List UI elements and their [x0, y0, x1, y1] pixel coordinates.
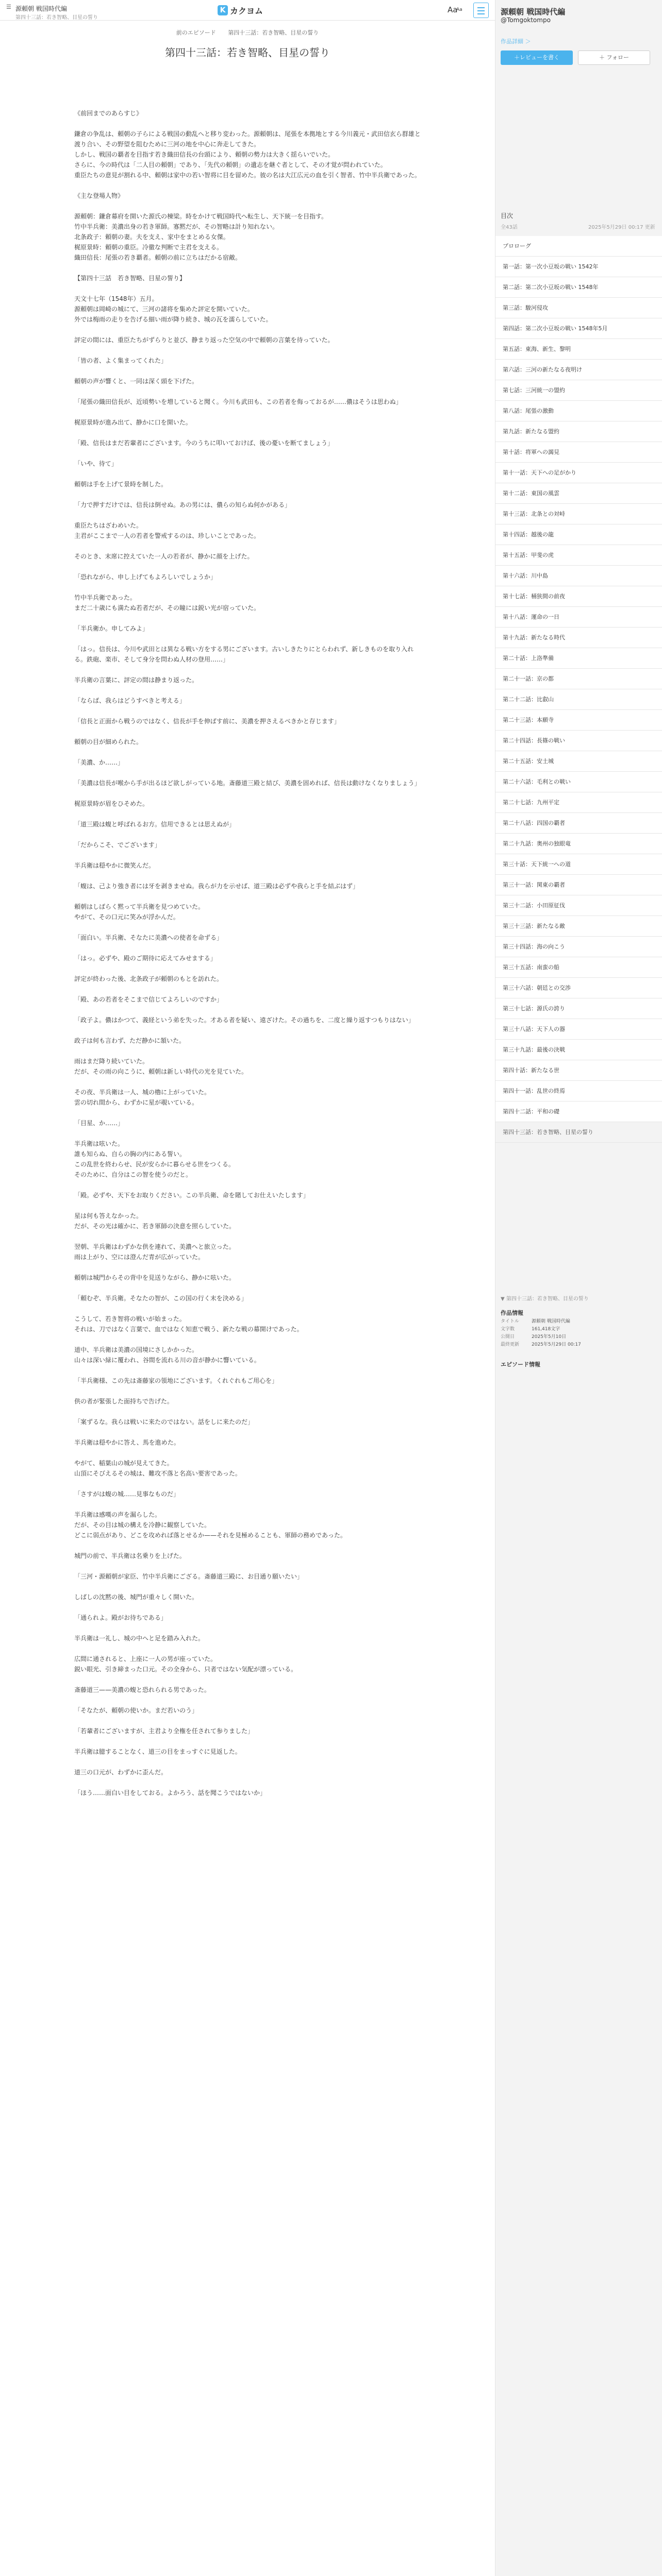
body-paragraph — [74, 1479, 421, 1489]
body-paragraph — [74, 263, 421, 273]
toc-item[interactable]: 第三十九話：最後の決戦 — [495, 1040, 662, 1060]
font-setting-small-icon: Aa — [456, 7, 462, 12]
body-paragraph: 竹中半兵衛であった。 — [74, 594, 136, 601]
body-paragraph: 「頼むぞ、半兵衛。そなたの智が、この国の行く末を決める」 — [74, 1295, 247, 1302]
prev-episode-link[interactable]: 前のエピソード — [176, 29, 216, 36]
body-paragraph: 半兵衛は感嘆の声を漏らした。 — [74, 1511, 161, 1518]
toc-item[interactable]: 第十九話：新たなる時代 — [495, 628, 662, 648]
work-info-value: 2025年5月10日 — [532, 1334, 567, 1340]
toc-item[interactable]: 第三十二話：小田原征伐 — [495, 895, 662, 916]
body-paragraph: 星は何も答えなかった。 — [74, 1212, 143, 1219]
toc-item[interactable]: 第二十八話：四国の覇者 — [495, 813, 662, 834]
sidebar-author[interactable]: @Tomgoktompo — [501, 16, 551, 24]
body-paragraph — [74, 829, 421, 840]
body-paragraph: 「政子よ。儂はかつて、義経という弟を失った。才ある者を疑い、遠ざけた。その過ちを、二度と繰り返すつもりはない」 — [74, 1016, 415, 1024]
toc-item[interactable]: 第一話：第一次小豆坂の戦い 1542年 — [495, 257, 662, 277]
body-paragraph: 政子は何も言わず、ただ静かに頷いた。 — [74, 1037, 186, 1044]
body-paragraph — [74, 1736, 421, 1747]
body-paragraph — [74, 1674, 421, 1685]
body-paragraph — [74, 582, 421, 592]
body-paragraph — [74, 448, 421, 459]
toc-item[interactable]: 第十六話：川中島 — [495, 566, 662, 586]
body-paragraph: やがて、稲葉山の城が見えてきた。 — [74, 1460, 173, 1467]
body-paragraph — [74, 1406, 421, 1417]
body-paragraph: 雨はまだ降り続いていた。 — [74, 1058, 149, 1065]
body-paragraph — [74, 407, 421, 417]
body-paragraph: この乱世を終わらせ、民が安らかに暮らせる世をつくる。 — [74, 1161, 235, 1168]
current-episode-crumb: 第四十三話：若き智略、目星の誓り — [228, 29, 319, 36]
body-paragraph — [74, 201, 421, 211]
body-paragraph: 「だからこそ、でございます」 — [74, 841, 161, 849]
body-paragraph: 「三河・源頼朝が家臣、竹中半兵衛にござる。斎藤道三殿に、お目通り願いたい」 — [74, 1573, 304, 1580]
body-paragraph: 山頂にそびえるその城は、難攻不落と名高い要害であった。 — [74, 1470, 241, 1477]
work-info-table — [501, 1318, 655, 1349]
follow-button[interactable]: ＋ フォロー — [578, 50, 650, 65]
body-paragraph — [74, 788, 421, 799]
body-paragraph — [74, 1386, 421, 1396]
toc-item[interactable]: 第四十二話：平和の礎 — [495, 1101, 662, 1122]
body-paragraph: 頼朝は手を上げて景時を制した。 — [74, 481, 168, 488]
body-paragraph — [74, 665, 421, 675]
body-paragraph — [74, 1499, 421, 1510]
body-paragraph: 重臣たちはざわめいた。 — [74, 522, 143, 529]
toc-item[interactable]: 第十三話：北条との対峙 — [495, 504, 662, 524]
body-paragraph: だが、その目は城の構えを冷静に観察していた。 — [74, 1521, 211, 1529]
body-paragraph — [74, 1757, 421, 1767]
body-paragraph: 「面白い。半兵衛、そなたに美濃への使者を命ずる」 — [74, 934, 223, 941]
body-paragraph: 評定が終わった後、北条政子が頼朝のもとを訪れた。 — [74, 975, 223, 982]
body-paragraph: 雨は上がり、空には澄んだ青が広がっていた。 — [74, 1253, 205, 1261]
toc-item[interactable]: 第十五話：甲斐の虎 — [495, 545, 662, 566]
body-paragraph: 翌朝、半兵衛はわずかな供を連れて、美濃へと旅立った。 — [74, 1243, 235, 1250]
body-paragraph: 「そなたが、頼朝の使いか。まだ若いのう」 — [74, 1707, 198, 1714]
toc-menu-button[interactable] — [473, 3, 489, 18]
body-paragraph — [74, 345, 421, 355]
body-paragraph: 「いや、待て」 — [74, 460, 118, 467]
body-paragraph — [74, 428, 421, 438]
body-paragraph: 「尾張の織田信長が、近頃勢いを増していると聞く。今川も武田も、この若者を侮っておるが……儂はそうは思わぬ」 — [74, 398, 402, 405]
work-info-heading: 作品情報 — [501, 1310, 523, 1316]
body-paragraph: 頼朝はしばらく黙って半兵衛を見つめていた。 — [74, 903, 205, 910]
toc-item[interactable]: 第三十七話：源氏の誇り — [495, 998, 662, 1019]
toc-item[interactable]: 第二十七話：九州平定 — [495, 792, 662, 813]
body-paragraph: 梶原景時：頼朝の重臣。冷徹な判断で主君を支える。 — [74, 244, 223, 251]
toc-item[interactable]: 第二十四話：長篠の戦い — [495, 731, 662, 751]
body-paragraph: 「殿、あの若者をそこまで信じてよろしいのですか」 — [74, 996, 223, 1003]
toc-item[interactable]: 第二十五話：安土城 — [495, 751, 662, 772]
work-info-value: 161,418文字 — [532, 1327, 560, 1332]
body-paragraph: 半兵衛は臆することなく、道三の目をまっすぐに見返した。 — [74, 1748, 241, 1755]
body-paragraph: 「はっ。必ずや、殿のご期待に応えてみせまする」 — [74, 955, 217, 962]
body-paragraph — [74, 1283, 421, 1293]
body-paragraph — [74, 1561, 421, 1571]
body-paragraph: 評定の間には、重臣たちがずらりと並び、静まり返った空気の中で頼朝の言葉を待っていた。 — [74, 336, 334, 344]
toc-item[interactable]: 第二話：第二次小豆坂の戦い 1548年 — [495, 277, 662, 298]
toc-item[interactable]: 第十一話：天下への足がかり — [495, 463, 662, 483]
toc-current-note: ▼ 第四十三話：若き智略、目星の誓り — [501, 1296, 589, 1302]
body-paragraph — [74, 510, 421, 520]
body-paragraph: 「ほう……面白い目をしておる。よかろう、話を聞こうではないか」 — [74, 1789, 267, 1797]
body-paragraph — [74, 325, 421, 335]
work-info-value: 源頼朝 戦国時代編 — [532, 1319, 570, 1324]
toc-item[interactable]: 第九話：新たなる盟約 — [495, 421, 662, 442]
toc-item[interactable]: 第三十八話：天下人の器 — [495, 1019, 662, 1040]
toc-item[interactable]: 第四話：第二次小豆坂の戦い 1548年5月 — [495, 318, 662, 339]
body-paragraph: その夜、半兵衛は一人、城の櫓に上がっていた。 — [74, 1089, 211, 1096]
toc-item[interactable]: 第十七話：桶狭間の前夜 — [495, 586, 662, 607]
body-paragraph: 供の者が緊張した面持ちで告げた。 — [74, 1398, 173, 1405]
body-paragraph — [74, 118, 421, 129]
write-review-button[interactable]: ＋レビューを書く — [501, 50, 573, 65]
body-paragraph — [74, 963, 421, 974]
body-paragraph: 源頼朝は岡崎の城にて、三河の諸将を集めた評定を開いていた。 — [74, 306, 254, 313]
toc-list — [495, 236, 662, 1143]
body-paragraph: 「若輩者にございますが、主君より全権を任されて参りました」 — [74, 1727, 254, 1735]
body-paragraph — [74, 922, 421, 933]
hamburger-line-icon — [477, 7, 485, 8]
header-book-title[interactable]: 源頼朝 戦国時代編 — [15, 5, 67, 12]
body-paragraph: やがて、その口元に笑みが浮かんだ。 — [74, 913, 179, 921]
body-paragraph: どこに弱点があり、どこを攻めれば落とせるか——それを見極めることも、軍師の務めであった。 — [74, 1532, 346, 1539]
body-paragraph — [74, 1716, 421, 1726]
work-info-row — [501, 1333, 655, 1341]
body-paragraph: 半兵衛は一礼し、城の中へと足を踏み入れた。 — [74, 1635, 205, 1642]
header — [0, 0, 495, 21]
body-paragraph — [74, 685, 421, 696]
sidebar — [495, 0, 662, 2576]
toc-item[interactable]: 第十四話：越後の龍 — [495, 524, 662, 545]
body-paragraph: しかし、戦国の覇者を目指す若き織田信長の台頭により、頼朝の勢力は大きく揺らいでいた。 — [74, 151, 335, 158]
body-paragraph: 頼朝の声が響くと、一同は深く頭を下げた。 — [74, 378, 198, 385]
body-paragraph — [74, 469, 421, 479]
body-paragraph: そのとき、末席に控えていた一人の若者が、静かに顔を上げた。 — [74, 553, 254, 560]
body-paragraph: 斎藤道三——美濃の蝮と恐れられる男であった。 — [74, 1686, 210, 1693]
body-paragraph — [74, 1077, 421, 1087]
body-paragraph: しばしの沈黙の後、城門が重々しく開いた。 — [74, 1594, 198, 1601]
body-paragraph — [74, 1365, 421, 1376]
body-paragraph — [74, 1334, 421, 1345]
episode-info-heading: エピソード情報 — [501, 1361, 540, 1368]
body-paragraph: 外では梅雨の走りを告げる細い雨が降り続き、城の瓦を濡らしていた。 — [74, 316, 272, 323]
toc-updated: 2025年5月29日 00:17 更新 — [588, 225, 655, 230]
toc-item[interactable]: 第二十九話：奥州の独眼竜 — [495, 834, 662, 854]
body-paragraph: まだ二十歳にも満たぬ若者だが、その瞳には鋭い光が宿っていた。 — [74, 604, 260, 612]
work-info-key: 文字数 — [501, 1327, 515, 1332]
body-paragraph: 「恐れながら、申し上げてもよろしいでしょうか」 — [74, 573, 217, 581]
body-paragraph — [74, 1540, 421, 1551]
body-paragraph — [74, 1005, 421, 1015]
body-paragraph — [74, 489, 421, 500]
body-paragraph: 鎌倉の争乱は、頼朝の子らによる戦国の動乱へと移り変わった。源頼朝は、尾張を本拠地とする今川義元・武田信玄ら群雄と渡り合い、その野望を阻むために三河の地を中心に奔走してきた。 — [74, 130, 421, 148]
toc-item[interactable]: 第三十四話：海の向こう — [495, 937, 662, 957]
body-paragraph: 頼朝は城門からその背中を見送りながら、静かに呟いた。 — [74, 1274, 236, 1281]
body-paragraph — [74, 283, 421, 294]
body-paragraph: 「ならば、我らはどうすべきと考える」 — [74, 697, 186, 704]
work-info-row — [501, 1326, 655, 1333]
body-paragraph — [74, 1262, 421, 1273]
body-paragraph — [74, 1623, 421, 1633]
body-paragraph — [74, 1582, 421, 1592]
body-paragraph — [74, 562, 421, 572]
body-paragraph: 道中、半兵衛は美濃の国境にさしかかった。 — [74, 1346, 198, 1353]
work-info-row — [501, 1318, 655, 1326]
body-paragraph — [74, 809, 421, 819]
body-paragraph: だが、その光は確かに、若き軍師の決意を照らしていた。 — [74, 1223, 236, 1230]
body-paragraph: 織田信長：尾張の若き覇者。頼朝の前に立ちはだかる宿敵。 — [74, 254, 242, 261]
body-paragraph — [74, 1695, 421, 1705]
body-paragraph: 「信長と正面から戦うのではなく、信長が手を伸ばす前に、美濃を押さえるべきかと存じます」 — [74, 718, 340, 725]
toc-item[interactable]: 第五話：東海、新生、黎明 — [495, 339, 662, 360]
logo-text: カクヨム — [230, 6, 263, 16]
toc-item[interactable]: 第十話：将軍への謁見 — [495, 442, 662, 463]
body-paragraph — [74, 1025, 421, 1036]
body-paragraph: 道三の口元が、わずかに歪んだ。 — [74, 1769, 168, 1776]
body-paragraph — [74, 1128, 421, 1139]
body-paragraph: 【第四十三話 若き智略、目星の誓り】 — [74, 275, 186, 282]
body-paragraph: 主君がここまで一人の若者を警戒するのは、珍しいことであった。 — [74, 532, 260, 539]
body-paragraph: 「殿、信長はまだ若輩者にございます。今のうちに叩いておけば、後の憂いを断てましょう」 — [74, 439, 334, 447]
body-paragraph: 「美濃は信長が喉から手が出るほど欲しがっている地。斎藤道三殿と結び、美濃を固めれば、信長は動けなくなりましょう」 — [74, 779, 421, 787]
toc-item[interactable]: 第二十三話：本願寺 — [495, 710, 662, 731]
work-info-row — [501, 1341, 655, 1349]
body-paragraph: 「道三殿は蝮と呼ばれるお方。信用できるとは思えぬが」 — [74, 821, 236, 828]
work-info-value: 2025年5月29日 00:17 — [532, 1342, 581, 1347]
toc-item[interactable]: 第三十五話：南蛮の船 — [495, 957, 662, 978]
body-paragraph: 梶原景時が眉をひそめた。 — [74, 800, 149, 807]
body-paragraph — [74, 850, 421, 860]
body-paragraph: 鋭い眼光、引き締まった口元。その全身から、只者ではない気配が漂っている。 — [74, 1666, 297, 1673]
body-paragraph — [74, 1303, 421, 1314]
toc-item[interactable]: 第十八話：運命の一日 — [495, 607, 662, 628]
body-paragraph: 《前回までのあらすじ》 — [74, 110, 143, 117]
body-paragraph — [74, 1108, 421, 1118]
body-paragraph — [74, 726, 421, 737]
font-setting-button[interactable]: Aa — [448, 5, 458, 14]
toc-item[interactable]: 第六話：三河の新たなる夜明け — [495, 360, 662, 380]
body-paragraph — [74, 891, 421, 902]
body-paragraph: 半兵衛の言葉に、評定の間は静まり返った。 — [74, 676, 198, 684]
chapter-title: 第四十三話：若き智略、目星の誓り — [165, 46, 330, 59]
body-paragraph: 重臣たちの意見が割れる中、頼朝は家中の若い智将に目を留めた。彼の名は大江広元の血を引く智者、竹中半兵衛であった。 — [74, 172, 421, 179]
toc-item[interactable]: 第三話：駿河侵攻 — [495, 298, 662, 318]
body-paragraph — [74, 1046, 421, 1056]
sidebar-book-title[interactable]: 源頼朝 戦国時代編 — [501, 7, 566, 16]
body-paragraph: 「案ずるな。我らは戦いに来たのではない。話をしに来たのだ」 — [74, 1418, 254, 1426]
body-paragraph — [74, 180, 421, 191]
body-paragraph — [74, 634, 421, 644]
body-paragraph: 《主な登場人物》 — [74, 192, 124, 199]
toc-item[interactable]: 第三十話：天下統一への道 — [495, 854, 662, 875]
hamburger-line-icon — [477, 13, 485, 14]
body-paragraph — [74, 366, 421, 376]
body-paragraph — [74, 768, 421, 778]
body-paragraph — [74, 984, 421, 994]
menu-icon: ☰ — [6, 4, 11, 10]
body-paragraph: 北条政子：頼朝の妻。夫を支え、家中をまとめる女傑。 — [74, 233, 229, 241]
body-paragraph — [74, 1777, 421, 1788]
toc-item[interactable]: 第十二話：東国の風雲 — [495, 483, 662, 504]
toc-item[interactable]: 第二十二話：比叡山 — [495, 689, 662, 710]
work-detail-link[interactable]: 作品詳細 ＞ — [501, 38, 531, 45]
body-paragraph — [74, 1643, 421, 1654]
hamburger-line-icon — [477, 10, 485, 11]
toc-item[interactable]: 第二十六話：毛利との戦い — [495, 772, 662, 792]
body-paragraph — [74, 1200, 421, 1211]
body-paragraph — [74, 706, 421, 716]
header-episode-title: 第四十三話：若き智略、目星の誓り — [15, 15, 98, 21]
body-paragraph: 「皆の者、よく集まってくれた」 — [74, 357, 168, 364]
body-paragraph — [74, 541, 421, 551]
body-paragraph — [74, 1180, 421, 1190]
body-paragraph: 誰も知らぬ、自らの胸の内にある誓い。 — [74, 1150, 186, 1158]
toc-item[interactable]: 第二十話：上洛準備 — [495, 648, 662, 669]
toc-item[interactable]: 第三十六話：朝廷との交渉 — [495, 978, 662, 998]
body-paragraph — [74, 386, 421, 397]
body-paragraph: 竹中半兵衛：美濃出身の若き軍師。寡黙だが、その智略は計り知れない。 — [74, 223, 279, 230]
body-paragraph: 半兵衛は穏やかに答え、馬を進めた。 — [74, 1439, 180, 1446]
body-paragraph: さらに、今の時代は「二人目の頼朝」であり、「先代の頼朝」の遺志を継ぐ者として、その才覚が問われていた。 — [74, 161, 387, 168]
body-paragraph: 「半兵衛か。申してみよ」 — [74, 625, 149, 632]
body-paragraph: 「半兵衛様、この先は斎藤家の領地にございます。くれぐれもご用心を」 — [74, 1377, 278, 1384]
body-paragraph: 雲の切れ間から、わずかに星が覗いている。 — [74, 1099, 198, 1106]
body-paragraph: 梶原景時が進み出て、静かに口を開いた。 — [74, 419, 192, 426]
toc-item[interactable]: 第三十一話：関東の覇者 — [495, 875, 662, 895]
body-paragraph — [74, 747, 421, 757]
body-paragraph — [74, 1427, 421, 1437]
body-paragraph: それは、刀ではなく言葉で、血ではなく知恵で戦う、新たな戦の幕開けであった。 — [74, 1326, 303, 1333]
body-paragraph: 「さすがは蝮の城……見事なものだ」 — [74, 1490, 180, 1498]
body-paragraph: 「目星、か……」 — [74, 1120, 124, 1127]
work-info-key: タイトル — [501, 1319, 519, 1324]
body-paragraph: 「力で押すだけでは、信長は倒せぬ。あの男には、儂らの知らぬ何かがある」 — [74, 501, 291, 509]
body-paragraph: 頼朝の目が細められた。 — [74, 738, 143, 745]
site-logo[interactable] — [218, 5, 263, 16]
toc-count: 全43話 — [501, 225, 518, 230]
toc-item[interactable]: 第八話：尾張の激動 — [495, 401, 662, 421]
episode-nav — [0, 28, 495, 39]
body-paragraph: 広間に通されると、上座に一人の男が座っていた。 — [74, 1655, 217, 1663]
body-paragraph: 「美濃、か……」 — [74, 759, 124, 766]
body-paragraph: 城門の前で、半兵衛は名乗りを上げた。 — [74, 1552, 186, 1560]
body-paragraph — [74, 943, 421, 953]
body-paragraph: そのために、自分はこの智を使うのだと。 — [74, 1171, 192, 1178]
body-paragraph — [74, 1448, 421, 1458]
body-paragraph: こうして、若き智将の戦いが始まった。 — [74, 1315, 186, 1323]
toc-item[interactable]: 第四十話：新たなる世 — [495, 1060, 662, 1081]
body-paragraph: 半兵衛は呟いた。 — [74, 1140, 124, 1147]
body-paragraph: 半兵衛は穏やかに微笑んだ。 — [74, 862, 155, 869]
toc-item[interactable]: 第三十三話：新たなる敵 — [495, 916, 662, 937]
body-paragraph: 天文十七年（1548年）五月。 — [74, 295, 158, 302]
toc-item[interactable]: プロローグ — [495, 236, 662, 257]
logo-mark-icon: K — [218, 5, 228, 15]
body-paragraph: 「殿。必ずや、天下をお取りください。この半兵衛、命を賭してお仕えいたします」 — [74, 1192, 309, 1199]
body-paragraph — [74, 613, 421, 623]
body-paragraph — [74, 1231, 421, 1242]
episode-body — [74, 108, 421, 2576]
work-info-key: 公開日 — [501, 1334, 515, 1340]
body-paragraph — [74, 1602, 421, 1613]
body-paragraph: 山々は深い緑に覆われ、谷間を流れる川の音が静かに響いている。 — [74, 1357, 260, 1364]
toc-item[interactable]: 第二十一話：京の都 — [495, 669, 662, 689]
toc-item[interactable]: 第四十三話：若き智略、目星の誓り — [495, 1122, 662, 1143]
body-paragraph: 「蝮は、己より強き者には牙を剥きませぬ。我らが力を示せば、道三殿は必ずや我らと手を結ぶはず」 — [74, 883, 359, 890]
toc-item[interactable]: 第四十一話：乱世の終焉 — [495, 1081, 662, 1101]
toc-item[interactable]: 第七話：三河統一の盟約 — [495, 380, 662, 401]
body-paragraph: 源頼朝：鎌倉幕府を開いた源氏の棟梁。時をかけて戦国時代へ転生し、天下統一を目指す。 — [74, 213, 328, 220]
body-paragraph — [74, 871, 421, 881]
body-paragraph: だが、その雨の向こうに、頼朝は新しい時代の光を見ていた。 — [74, 1068, 248, 1075]
work-info-key: 最終更新 — [501, 1342, 520, 1347]
toc-heading: 目次 — [501, 212, 514, 219]
body-paragraph: 「通られよ。殿がお待ちである」 — [74, 1614, 167, 1621]
body-paragraph: 「はっ。信長は、今川や武田とは異なる戦い方をする男にございます。古いしきたりにとらわれず、新しきものを取り入れる。鉄砲、楽市、そして身分を問わぬ人材の登用……」 — [74, 646, 414, 663]
